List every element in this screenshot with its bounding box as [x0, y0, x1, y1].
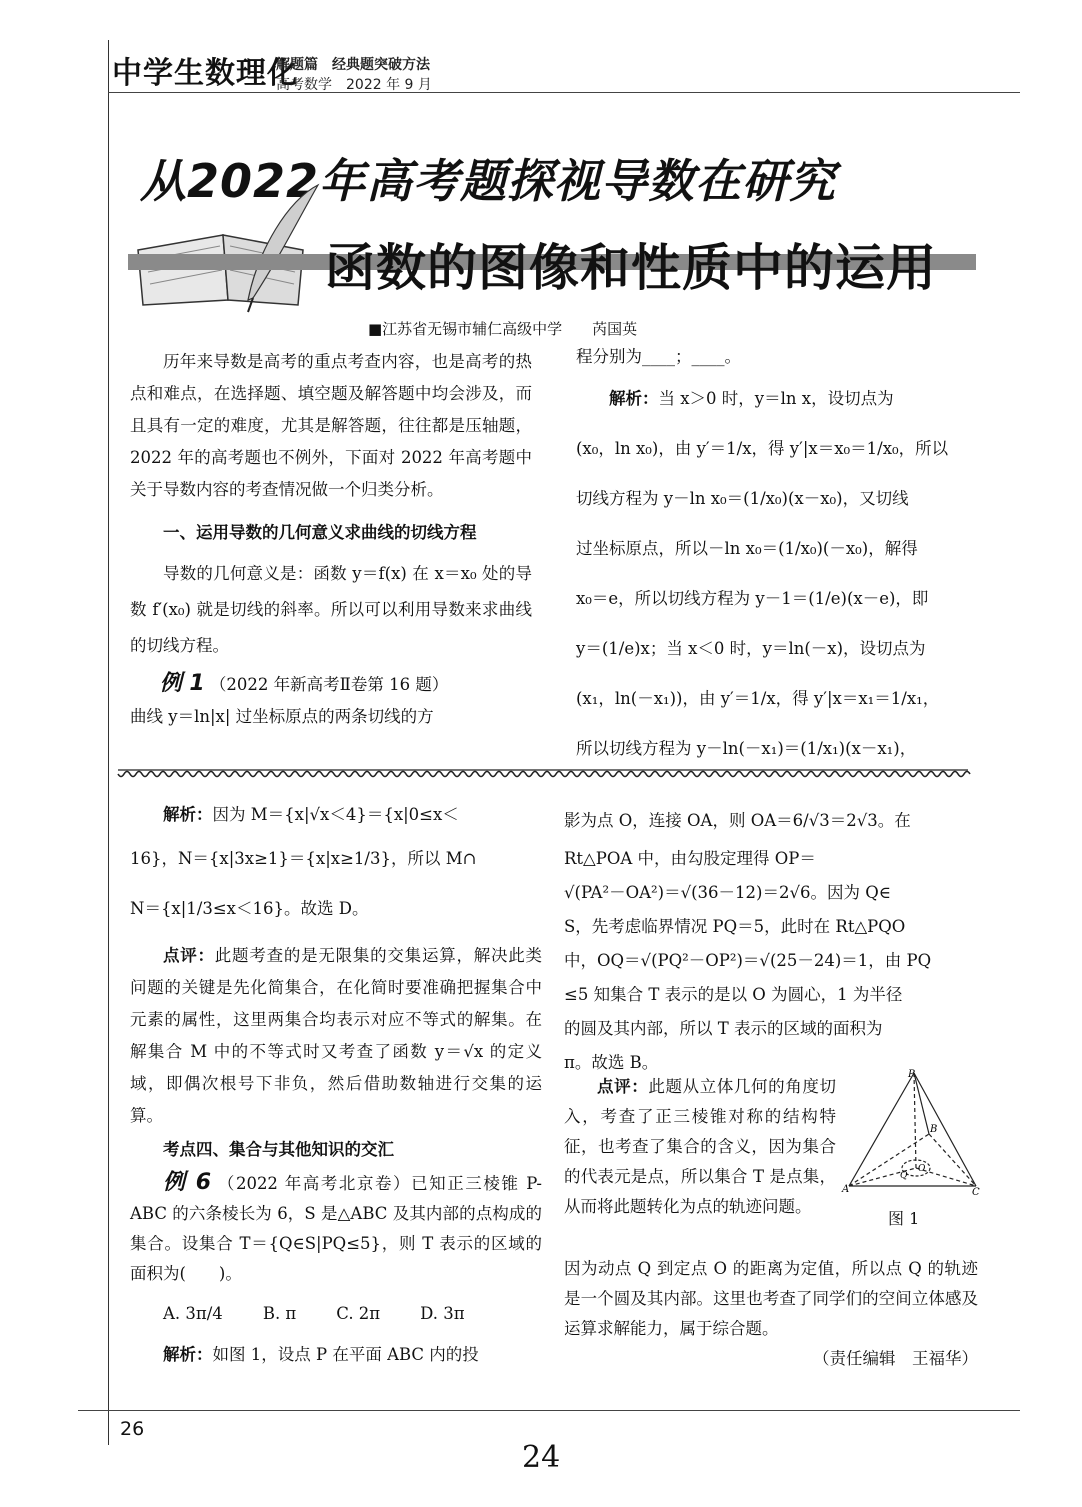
book-quill-illustration — [128, 180, 328, 315]
example6-paragraph — [130, 1168, 542, 1289]
comment6-text2: 因为动点 Q 到定点 O 的距离为定值，所以点 Q 的轨迹是一个圆及其内部。这里也考查了同学们的空间立体感及运算求解能力，属于综合题。 — [564, 1259, 978, 1338]
article-title-line2: 函数的图像和性质中的运用 — [325, 239, 937, 297]
bottom-left-column — [130, 796, 542, 1371]
editor-credit: （责任编辑 王福华） — [813, 1349, 978, 1368]
solution6-cont-line8: π。故选 B。 — [564, 1053, 659, 1072]
example1-blanks: 程分别为____；____。 — [576, 347, 741, 366]
option-a: A. 3π/4 — [163, 1304, 223, 1323]
figure1-caption: 图 1 — [888, 1209, 920, 1228]
example1-label: 例 1 — [159, 671, 205, 696]
page-number-left: 26 — [120, 1418, 145, 1440]
solution1-label: 解析： — [609, 389, 659, 408]
left-margin-line — [108, 40, 109, 1445]
example6-label: 例 6 — [163, 1170, 212, 1195]
example6-text: 已知正三棱锥 P-ABC 的六条棱长为 6，S 是△ABC 及其内部的点构成的集合。设集合 T＝{Q∈S|PQ≤5}，则 T 表示的区域的面积为( )。 — [130, 1174, 542, 1283]
example6-source: （2022 年高考北京卷） — [217, 1174, 412, 1193]
fig-label-b: B — [930, 1124, 938, 1135]
masthead: 中学生数理化 — [112, 56, 298, 91]
comment5-label: 点评： — [163, 946, 215, 965]
option-d: D. 3π — [420, 1304, 465, 1323]
solution1-line5: x₀＝e，所以切线方程为 y－1＝(1/e)(x－e)，即 — [576, 589, 929, 608]
comment6-label: 点评： — [597, 1077, 649, 1096]
example1-source: （2022 年新高考Ⅱ卷第 16 题） — [209, 675, 449, 694]
intro-paragraph: 历年来导数是高考的重点考查内容，也是高考的热点和难点，在选择题、填空题及解答题中均会涉及，而且具有一定的难度，尤其是解答题，往往都是压轴题，2022 年的高考题也不例外，下面对 2022 年高考题中关于导数内容的考查情况做一个归类分析。 — [130, 352, 532, 499]
fig-label-c: C — [972, 1187, 980, 1198]
fig-label-a: A — [842, 1184, 850, 1195]
figure1-pyramid-diagram — [844, 1068, 984, 1198]
solution6-cont-line7: 的圆及其内部，所以 T 表示的区域的面积为 — [564, 1019, 883, 1038]
example6-options — [130, 1289, 542, 1339]
solution5-label: 解析： — [163, 805, 213, 824]
example1-heading — [130, 668, 532, 701]
solution6-cont-line2: Rt△POA 中，由勾股定理得 OP＝ — [564, 849, 816, 868]
solution5-line1: 解析：因为 M＝{x|√x＜4}＝{x|0≤x＜ — [163, 805, 459, 824]
section4-heading: 考点四、集合与其他知识的交汇 — [163, 1140, 394, 1159]
solution1-line3: 切线方程为 y－ln x₀＝(1/x₀)(x－x₀)，又切线 — [576, 489, 909, 508]
header-rule — [108, 92, 1020, 93]
comment5-paragraph: 点评：此题考查的是无限集的交集运算，解决此类问题的关键是先化简集合，在化简时要准确把握集合中元素的属性，这里两集合均表示对应不等式的解集。在解集合 M 中的不等式时又考查了函数 y＝√x 的定义域，即偶次根号下非负，然后借助数轴进行交集的运算。 — [130, 946, 543, 1125]
header-issue-line: 高考数学 2022 年 9 月 — [276, 77, 432, 93]
author-line: ■江苏省无锡市辅仁高级中学 芮国英 — [368, 320, 638, 338]
solution6-cont-line3: √(PA²－OA²)＝√(36－12)＝2√6。因为 Q∈ — [564, 883, 891, 902]
solution1-line7: (x₁，ln(－x₁))，由 y′＝1/x，得 y′|x＝x₁＝1/x₁， — [576, 689, 940, 708]
comment6-continued — [564, 1254, 978, 1374]
fig-label-o: O — [918, 1164, 926, 1174]
option-b: B. π — [262, 1304, 297, 1323]
comment6-block — [564, 1072, 836, 1222]
solution1-line1: 解析：当 x＞0 时，y＝ln x，设切点为 — [609, 389, 894, 408]
example1-text: 曲线 y＝ln|x| 过坐标原点的两条切线的方 — [130, 707, 434, 726]
option-c: C. 2π — [336, 1304, 381, 1323]
solution1-line4: 过坐标原点，所以－ln x₀＝(1/x₀)(－x₀)，解得 — [576, 539, 918, 558]
header-column-line: 解题篇 经典题突破方法 — [276, 57, 430, 73]
solution6-cont-line1: 影为点 O，连接 OA，则 OA＝6/√3＝2√3。在 — [564, 811, 911, 830]
page-number-center: 24 — [522, 1440, 561, 1475]
definition-paragraph: 导数的几何意义是：函数 y＝f(x) 在 x＝x₀ 处的导数 f′(x₀) 就是切线的斜率。所以可以利用导数来求曲线的切线方程。 — [130, 564, 532, 655]
solution6-cont-line5: 中，OQ＝√(PQ²－OP²)＝√(25－24)＝1，由 PQ — [564, 951, 932, 970]
fig-label-q: Q — [900, 1171, 908, 1181]
section1-heading: 一、运用导数的几何意义求曲线的切线方程 — [163, 523, 477, 542]
wavy-separator — [118, 766, 968, 780]
solution1-line6: y＝(1/e)x；当 x＜0 时，y＝ln(－x)，设切点为 — [576, 639, 926, 658]
solution5-line2: 16}，N＝{x|3x≥1}＝{x|x≥1/3}，所以 M∩ — [130, 849, 477, 868]
solution1-line8: 所以切线方程为 y－ln(－x₁)＝(1/x₁)(x－x₁)， — [576, 739, 917, 758]
fig-label-p: P — [908, 1069, 915, 1080]
footer-rule — [78, 1410, 1020, 1411]
solution6-cont-line6: ≤5 知集合 T 表示的是以 O 为圆心，1 为半径 — [564, 985, 903, 1004]
comment6-text1: 此题从立体几何的角度切入，考查了正三棱锥对称的结构特征，也考查了集合的含义，因为集合的代表元是点，所以集合 T 是点集，从而将此题转化为点的轨迹问题。 — [564, 1077, 837, 1216]
solution6-cont-line4: S，先考虑临界情况 PQ＝5，此时在 Rt△PQO — [564, 917, 906, 936]
top-right-column — [576, 340, 980, 774]
solution1-line2: (x₀，ln x₀)，由 y′＝1/x，得 y′|x＝x₀＝1/x₀，所以 — [576, 439, 949, 458]
top-left-column — [130, 346, 532, 733]
solution6-label: 解析： — [163, 1345, 213, 1364]
article-title-line1: 从2022年高考题探视导数在研究 — [140, 154, 837, 208]
bottom-right-column — [564, 800, 978, 1080]
solution5-line3: N＝{x|1/3≤x＜16}。故选 D。 — [130, 899, 369, 918]
solution6-line1: 解析：如图 1，设点 P 在平面 ABC 内的投 — [163, 1345, 479, 1364]
